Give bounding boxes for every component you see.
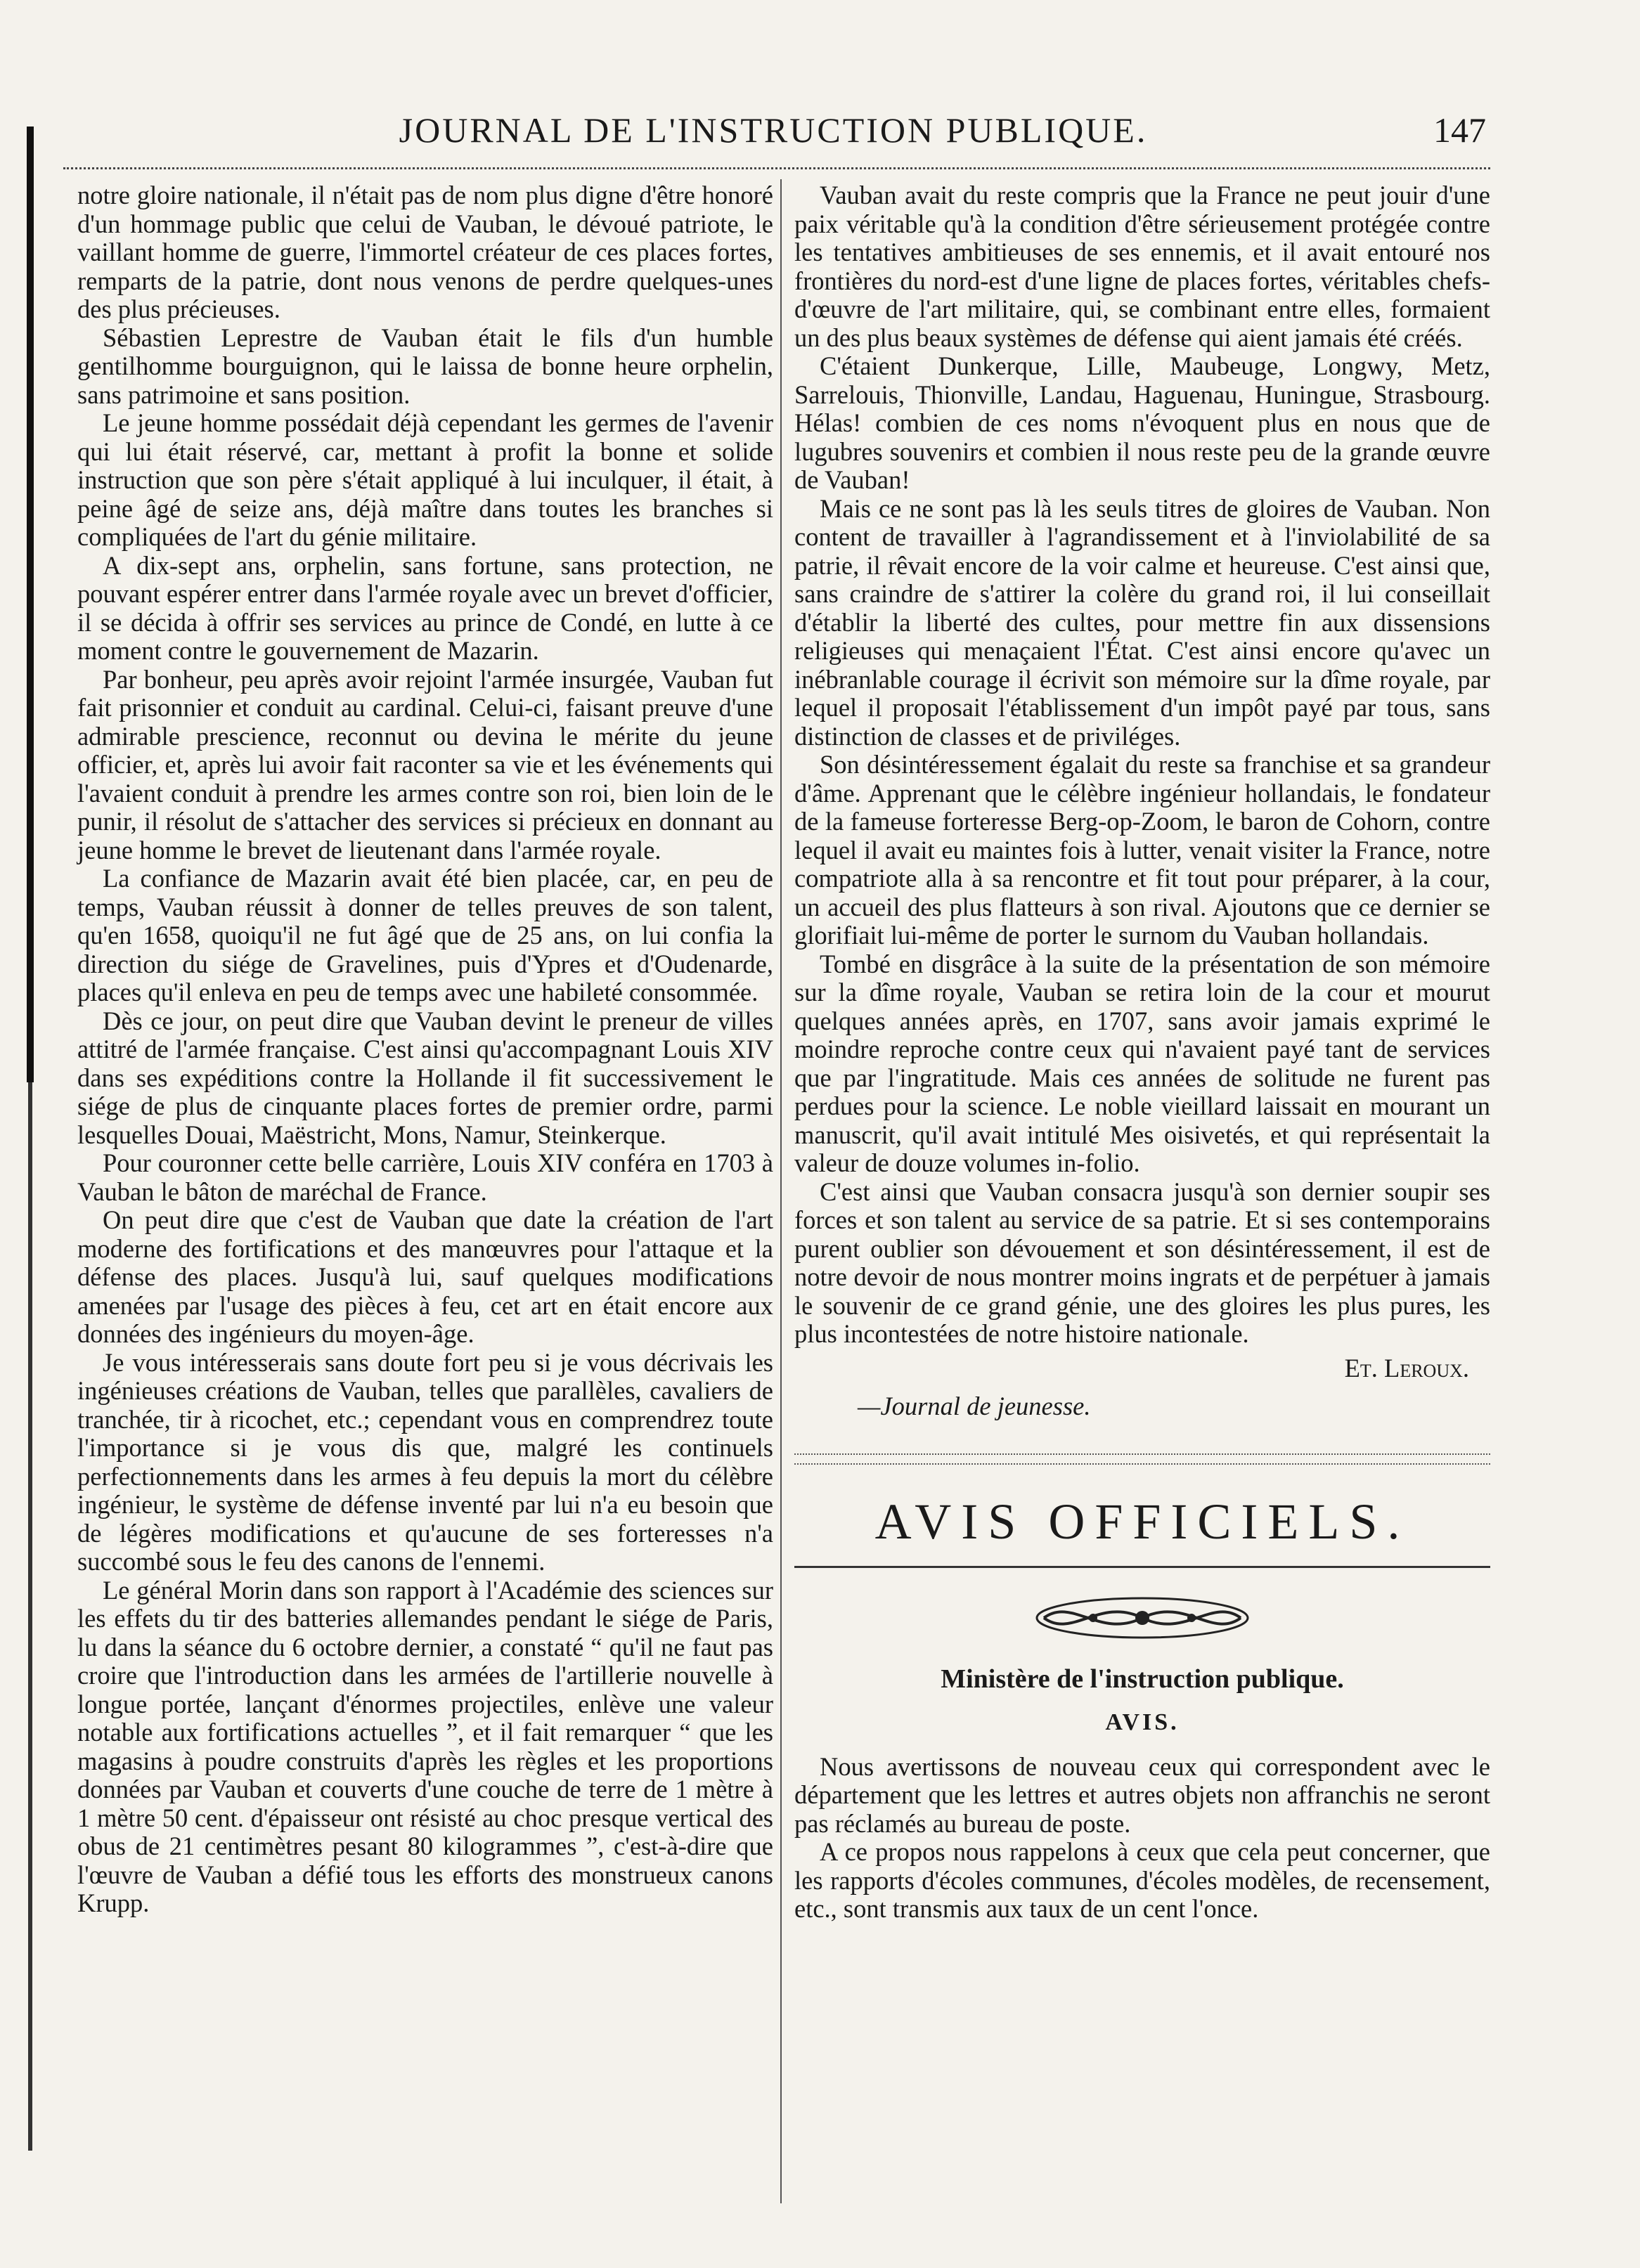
binding-edge-lower — [28, 1082, 32, 2151]
paragraph: Tombé en disgrâce à la suite de la présentation de son mémoire sur la dîme royale, Vauban se retira loin de la cour et mourut quelques années après, en 1707, sans avoir jamais exprimé le moindre reproche contre ceux qui n'avaient payé tant de services que par l'ingratitude. Mais ces années de solitude ne furent pas perdues pour la science. Le noble vieillard laissait en mourant un manuscrit, qu'il avait intitulé Mes oisivetés, et qui représentait la valeur de douze volumes in-folio. — [794, 949, 1490, 1177]
section-divider — [794, 1453, 1490, 1465]
avis-heading: AVIS. — [1105, 1709, 1180, 1735]
paragraph: La confiance de Mazarin avait été bien placée, car, en peu de temps, Vauban réussit à donner de telles preuves de son talent, qu'en 1658, quoiqu'il ne fut âgé que de 25 ans, on lui confia la direction du siége de Gravelines, puis d'Ypres et d'Oudenarde, places qu'il enleva en peu de temps avec une habileté consommée. — [77, 864, 773, 1006]
page-number: 147 — [1433, 110, 1486, 150]
paragraph: Sébastien Leprestre de Vauban était le fils d'un humble gentilhomme bourguignon, qui le laissa de bonne heure orphelin, sans patrimoine et sans position. — [77, 323, 773, 409]
journal-title: JOURNAL DE L'INSTRUCTION PUBLIQUE. — [399, 110, 1148, 150]
paragraph: Par bonheur, peu après avoir rejoint l'armée insurgée, Vauban fut fait prisonnier et conduit au cardinal. Celui-ci, faisant preuve d'une admirable prescience, reconnut ou devina le mérite du jeune officier, et, après lui avoir fait raconter sa vie et les événements qui l'avaient conduit à prendre les armes contre son roi, bien loin de le punir, il résolut de s'attacher des services si précieux en donnant au jeune homme le brevet de lieutenant dans l'armée royale. — [77, 664, 773, 864]
paragraph: Je vous intéresserais sans doute fort peu si je vous décrivais les ingénieuses créations de Vauban, telles que parallèles, cavaliers de tranchée, tir à ricochet, etc.; cependant vous en comprendrez toute l'importance si je vous dis que, malgré les continuels perfectionnements dans les armes à feu depuis la mort du célèbre ingénieur, le système de défense inventé par lui n'a eu besoin que de légères modifications et qu'aucune de ses forteresses n'a succombé sous le feu des canons de l'ennemi. — [77, 1347, 773, 1576]
notice-paragraph: Nous avertissons de nouveau ceux qui correspondent avec le département que les lettres et autres objets non affranchis ne seront pas réclamés au bureau de poste. — [794, 1751, 1490, 1838]
paragraph: C'est ainsi que Vauban consacra jusqu'à son dernier soupir ses forces et son talent au service de sa patrie. Et si ses contemporains purent oublier son dévouement et son désintéressement, il est de notre devoir de nous montrer moins ingrats et de perpétuer à jamais le souvenir de ce grand génie, une des gloires les plus pures, les plus incontestées de notre histoire nationale. — [794, 1177, 1490, 1348]
paragraph: C'étaient Dunkerque, Lille, Maubeuge, Longwy, Metz, Sarrelouis, Thionville, Landau, Haguenau, Huningue, Strasbourg. Hélas! combien de ces noms n'évoquent plus en nous que de lugubres souvenirs et combien il nous reste peu de la grande œuvre de Vauban! — [794, 351, 1490, 494]
paragraph: On peut dire que c'est de Vauban que date la création de l'art moderne des fortifications et des manœuvres pour l'attaque et la défense des places. Jusqu'à lui, sauf quelques modifications amenées par l'usage des pièces à feu, cet art en était encore aux données des ingénieurs du moyen-âge. — [77, 1205, 773, 1348]
left-column — [77, 181, 773, 1918]
paragraph: Dès ce jour, on peut dire que Vauban devint le preneur de villes attitré de l'armée française. C'est ainsi qu'accompagnant Louis XIV dans ses expéditions contre la Hollande il fit successivement le siége de plus de cinquante places fortes de premier ordre, parmi lesquelles Douai, Maëstricht, Mons, Namur, Steinkerque. — [77, 1006, 773, 1149]
running-header — [56, 104, 1490, 153]
right-column — [794, 181, 1490, 1924]
ornament-icon — [1030, 1593, 1255, 1642]
notice-paragraph: A ce propos nous rappelons à ceux que cela peut concerner, que les rapports d'écoles communes, d'écoles modèles, de recensement, etc., sont transmis aux taux de un cent l'once. — [794, 1837, 1490, 1923]
binding-edge — [27, 127, 34, 1082]
ministry-heading: Ministère de l'instruction publique. — [941, 1664, 1344, 1694]
section-title: AVIS OFFICIELS. — [874, 1493, 1410, 1550]
paragraph: Vauban avait du reste compris que la France ne peut jouir d'une paix véritable qu'à la condition d'être sérieusement protégée contre les tentatives ambitieuses de ses ennemis, et il avait entouré nos frontières du nord-est d'une ligne de places fortes, véritables chefs-d'œuvre de l'art militaire, qui, se combinant entre elles, formaient un des plus beaux systèmes de défense qui aient jamais été créés. — [794, 181, 1490, 352]
paragraph: Mais ce ne sont pas là les seuls titres de gloires de Vauban. Non content de travailler à l'agrandissement et à l'inviolabilité de sa patrie, il rêvait encore de la voir calme et heureuse. C'est ainsi que, sans craindre de s'attirer la colère du grand roi, il lui conseillait d'établir la liberté des cultes, pour mettre fin aux dissensions religieuses qui menaçaient l'État. C'est ainsi encore qu'avec un inébranlable courage il écrivit son mémoire sur la dîme royale, par lequel il proposait l'établissement d'un impôt payé par tous, sans distinction de classes et de priviléges. — [794, 493, 1490, 751]
paragraph: A dix-sept ans, orphelin, sans fortune, sans protection, ne pouvant espérer entrer dans l'armée royale avec un brevet d'officier, il se décida à offrir ses services au prince de Condé, en lutte à ce moment contre le gouvernement de Mazarin. — [77, 550, 773, 665]
paragraph: Pour couronner cette belle carrière, Louis XIV conféra en 1703 à Vauban le bâton de maréchal de France. — [77, 1148, 773, 1206]
header-rule — [63, 167, 1490, 169]
paragraph: Son désintéressement égalait du reste sa franchise et sa grandeur d'âme. Apprenant que le célèbre ingénieur hollandais, le fondateur de la fameuse forteresse Berg-op-Zoom, le baron de Cohorn, contre lequel il avait eu maintes fois à lutter, venait visiter la France, notre compatriote alla à sa rencontre et fit tout pour préparer, à la cour, un accueil des plus flatteurs à son rival. Ajoutons que ce dernier se glorifiait lui-même de porter le surnom du Vauban hollandais. — [794, 750, 1490, 950]
column-divider — [780, 179, 782, 2203]
title-underline — [794, 1566, 1490, 1568]
paragraph: notre gloire nationale, il n'était pas de nom plus digne d'être honoré d'un hommage public que celui de Vauban, le dévoué patriote, le vaillant homme de guerre, l'immortel créateur de ces places fortes, remparts de la patrie, dont nous venons de perdre quelques-unes des plus précieuses. — [77, 181, 773, 323]
paragraph: Le général Morin dans son rapport à l'Académie des sciences sur les effets du tir des batteries allemandes pendant le siége de Paris, lu dans la séance du 6 octobre dernier, a constaté “ qu'il ne faut pas croire que l'introduction dans les armées de l'artillerie nouvelle à longue portée, lançant d'énormes projectiles, enlève une valeur notable aux fortifications actuelles ”, et il fait remarquer “ que les magasins à poudre construits d'après les règles et les proportions données par Vauban et couverts d'une couche de terre de 1 mètre à 1 mètre 50 cent. d'épaisseur ont résisté au choc presque vertical des obus de 21 centimètres pesant 80 kilogrammes ”, c'est-à-dire que l'œuvre de Vauban a défié tous les efforts des monstrueux canons Krupp. — [77, 1575, 773, 1917]
source-credit: —Journal de jeunesse. — [858, 1392, 1091, 1420]
author-signature: Et. Leroux. — [1344, 1353, 1469, 1382]
paragraph: Le jeune homme possédait déjà cependant les germes de l'avenir qui lui était réservé, car, mettant à profit la bonne et solide instruction que son père s'était appliqué à lui inculquer, il était, à peine âgé de seize ans, déjà maître dans toutes les branches si compliquées de l'art du génie militaire. — [77, 408, 773, 551]
